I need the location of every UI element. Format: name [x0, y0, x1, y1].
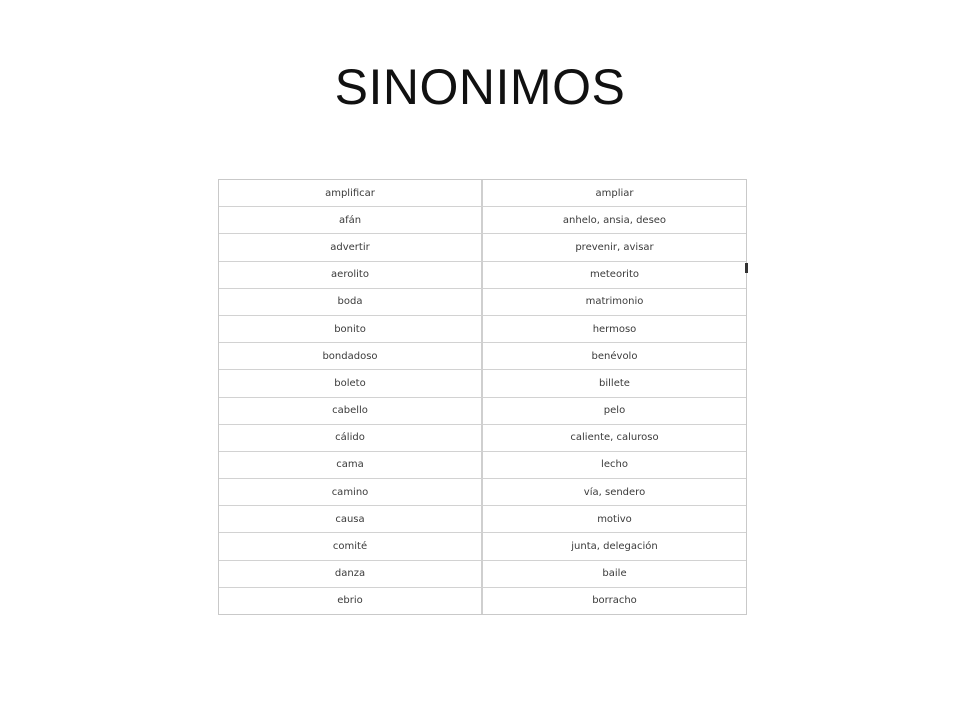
- synonym-cell: ampliar: [483, 180, 746, 207]
- word-cell: cálido: [219, 425, 483, 452]
- table-row: [219, 398, 746, 425]
- table-row: [219, 289, 746, 316]
- table-row: [219, 479, 746, 506]
- word-cell: cabello: [219, 398, 483, 425]
- table-row: [219, 234, 746, 261]
- synonym-cell: benévolo: [483, 343, 746, 370]
- word-cell: bonito: [219, 316, 483, 343]
- word-cell: causa: [219, 506, 483, 533]
- synonym-cell: motivo: [483, 506, 746, 533]
- word-cell: boleto: [219, 370, 483, 397]
- synonym-cell: baile: [483, 561, 746, 588]
- table-row: [219, 180, 746, 207]
- synonym-cell: caliente, caluroso: [483, 425, 746, 452]
- table-row: [219, 425, 746, 452]
- synonym-cell: matrimonio: [483, 289, 746, 316]
- synonym-cell: meteorito: [483, 262, 746, 289]
- synonyms-table-container: [218, 179, 745, 615]
- edge-mark: [745, 263, 748, 273]
- table-row: [219, 343, 746, 370]
- word-cell: bondadoso: [219, 343, 483, 370]
- word-cell: camino: [219, 479, 483, 506]
- synonym-cell: pelo: [483, 398, 746, 425]
- word-cell: comité: [219, 533, 483, 560]
- synonyms-table: [218, 179, 747, 615]
- table-row: [219, 262, 746, 289]
- synonym-cell: vía, sendero: [483, 479, 746, 506]
- table-row: [219, 316, 746, 343]
- word-cell: amplificar: [219, 180, 483, 207]
- table-row: [219, 207, 746, 234]
- word-cell: boda: [219, 289, 483, 316]
- slide-title: SINONIMOS: [334, 59, 626, 115]
- table-row: [219, 370, 746, 397]
- synonym-cell: billete: [483, 370, 746, 397]
- table-row: [219, 588, 746, 614]
- word-cell: aerolito: [219, 262, 483, 289]
- table-row: [219, 506, 746, 533]
- word-cell: cama: [219, 452, 483, 479]
- synonyms-table-body: [219, 180, 746, 614]
- synonym-cell: anhelo, ansia, deseo: [483, 207, 746, 234]
- word-cell: ebrio: [219, 588, 483, 614]
- synonym-cell: junta, delegación: [483, 533, 746, 560]
- synonym-cell: hermoso: [483, 316, 746, 343]
- table-row: [219, 561, 746, 588]
- synonym-cell: lecho: [483, 452, 746, 479]
- word-cell: danza: [219, 561, 483, 588]
- synonym-cell: prevenir, avisar: [483, 234, 746, 261]
- table-row: [219, 452, 746, 479]
- word-cell: afán: [219, 207, 483, 234]
- table-row: [219, 533, 746, 560]
- word-cell: advertir: [219, 234, 483, 261]
- synonym-cell: borracho: [592, 595, 637, 607]
